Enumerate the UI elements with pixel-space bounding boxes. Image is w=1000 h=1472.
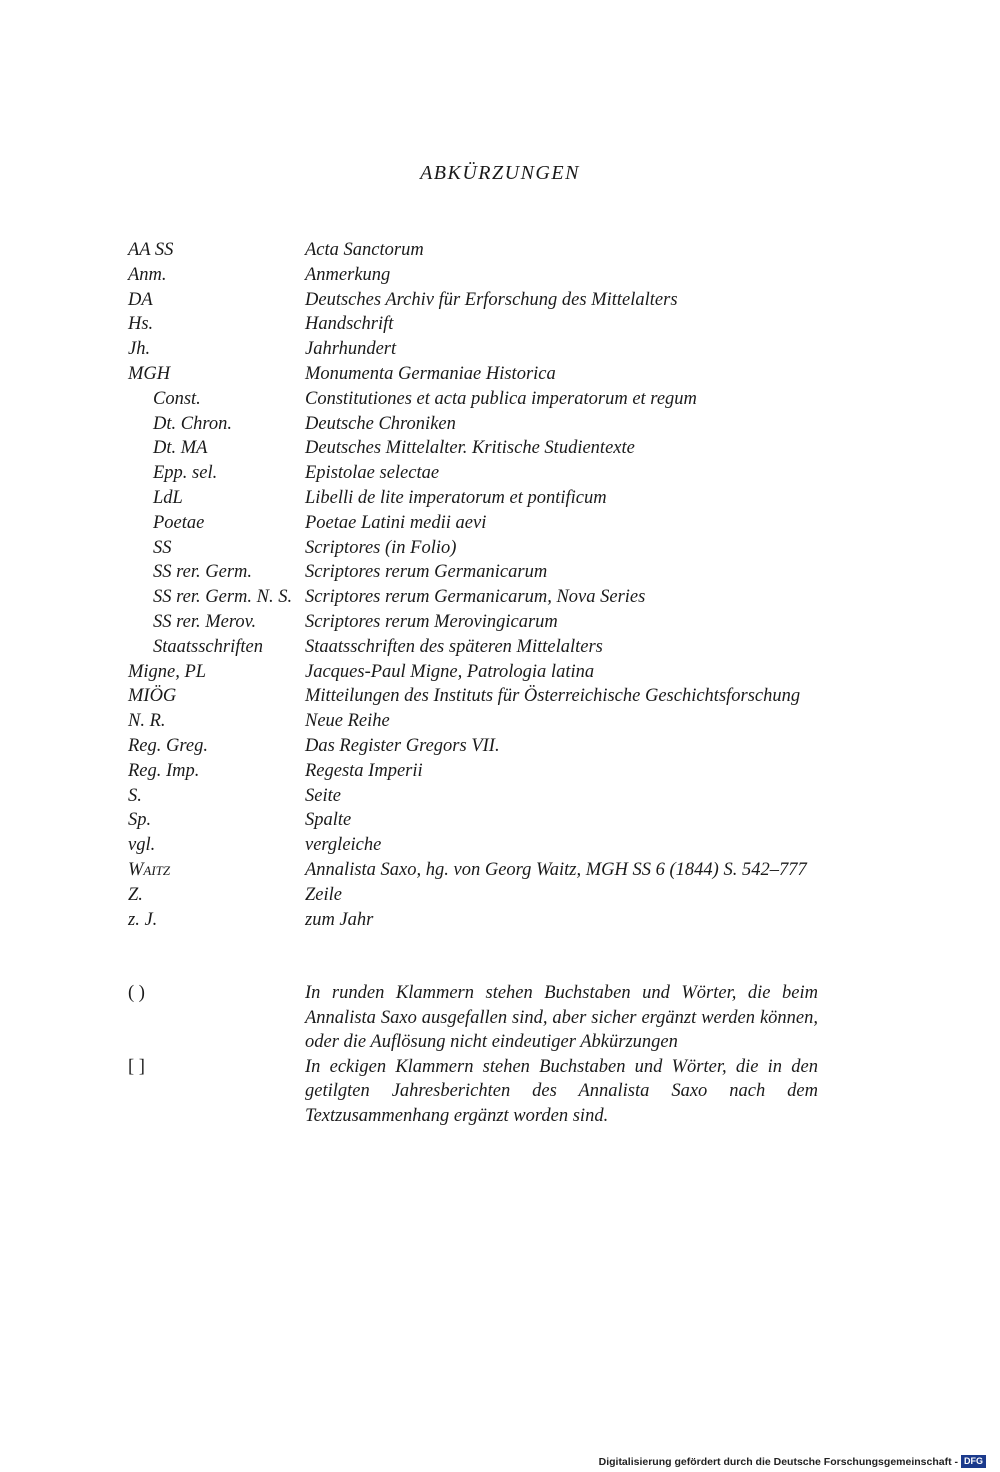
list-item <box>128 486 822 511</box>
abbreviation-meaning: Staatsschriften des späteren Mittelalters <box>305 636 603 657</box>
abbreviation: Reg. Imp. <box>128 760 200 781</box>
abbreviation: Waitz <box>128 859 171 880</box>
list-item <box>128 684 822 709</box>
abbreviation: Jh. <box>128 339 151 360</box>
abbreviation-meaning: Annalista Saxo, hg. von Georg Waitz, MGH SS 6 (1844) S. 542–777 <box>305 859 807 880</box>
abbreviation-meaning: vergleiche <box>305 835 382 856</box>
abbreviation: Dt. Chron. <box>153 413 232 434</box>
abbreviation-meaning: Regesta Imperii <box>305 760 423 781</box>
abbreviation-meaning: Seite <box>305 785 341 806</box>
list-item <box>128 610 822 635</box>
note-item <box>128 1055 818 1129</box>
abbreviation-meaning: Poetae Latini medii aevi <box>305 512 487 533</box>
abbreviation: Poetae <box>153 512 205 533</box>
list-item <box>128 734 822 759</box>
abbreviation-meaning: Scriptores rerum Germanicarum <box>305 562 548 583</box>
abbreviation-meaning: Mitteilungen des Instituts für Österreichische Geschichtsforschung <box>305 686 801 707</box>
abbreviation: Sp. <box>128 810 152 831</box>
abbreviation-meaning: Handschrift <box>305 314 394 335</box>
abbreviation-list <box>128 238 822 932</box>
abbreviation-meaning: Scriptores rerum Germanicarum, Nova Series <box>305 587 646 608</box>
list-item <box>128 312 822 337</box>
abbreviation-meaning: Zeile <box>305 884 342 905</box>
abbreviation: Migne, PL <box>128 661 207 682</box>
list-item <box>128 660 822 685</box>
list-item <box>128 337 822 362</box>
abbreviation: Const. <box>153 388 201 409</box>
abbreviation: Staatsschriften <box>153 636 263 657</box>
list-item <box>128 436 822 461</box>
page-title: ABKÜRZUNGEN <box>420 162 580 184</box>
list-item <box>128 461 822 486</box>
abbreviation: vgl. <box>128 835 156 856</box>
abbreviation: DA <box>128 289 153 310</box>
abbreviation-meaning: Monumenta Germaniae Historica <box>305 363 556 384</box>
abbreviation: Epp. sel. <box>153 463 218 484</box>
abbreviation: LdL <box>153 487 183 508</box>
abbreviation: Dt. MA <box>153 438 208 459</box>
note-text: In eckigen Klammern stehen Buchstaben und Wörter, die in den getilgten Jahresberichten des Annalista Saxo nach dem Textzusammenhang ergänzt worden sind. <box>305 1056 818 1126</box>
list-item <box>128 709 822 734</box>
digitization-footer <box>599 1455 986 1468</box>
abbreviation-meaning: Deutsches Mittelalter. Kritische Studientexte <box>305 438 635 459</box>
abbreviation-meaning: Neue Reihe <box>305 711 390 732</box>
abbreviation: Z. <box>128 884 143 905</box>
abbreviation: SS rer. Germ. N. S. <box>153 587 293 608</box>
abbreviation: SS <box>153 537 172 558</box>
abbreviation-meaning: Das Register Gregors VII. <box>305 735 500 756</box>
abbreviation-meaning: Libelli de lite imperatorum et pontificum <box>305 487 607 508</box>
abbreviation-meaning: Epistolae selectae <box>305 463 440 484</box>
abbreviation-meaning: Deutsche Chroniken <box>305 413 456 434</box>
bracket-symbol: [ ] <box>128 1056 145 1077</box>
abbreviation: Anm. <box>128 264 167 285</box>
list-item <box>128 784 822 809</box>
abbreviation: N. R. <box>128 711 166 732</box>
abbreviation-meaning: zum Jahr <box>305 909 374 930</box>
abbreviation-meaning: Jahrhundert <box>305 339 397 360</box>
list-item <box>128 362 822 387</box>
bracket-symbol: ( ) <box>128 983 145 1003</box>
abbreviation: AA SS <box>128 240 174 260</box>
list-item <box>128 808 822 833</box>
abbreviation: Reg. Greg. <box>128 735 208 756</box>
list-item <box>128 412 822 437</box>
note-item <box>128 981 818 1055</box>
abbreviation-meaning: Anmerkung <box>305 264 391 285</box>
list-item <box>128 536 822 561</box>
bracket-notes <box>128 981 818 1129</box>
footer-text: Digitalisierung gefördert durch die Deutsche Forschungsgemeinschaft - <box>598 1455 958 1468</box>
list-item <box>128 858 822 883</box>
list-item <box>128 511 822 536</box>
note-text: In runden Klammern stehen Buchstaben und Wörter, die beim Annalista Saxo ausgefallen sind, aber sicher ergänzt werden können, oder die Auflösung nicht eindeutiger Abkürzungen <box>305 983 818 1053</box>
abbreviation-meaning: Acta Sanctorum <box>305 240 424 260</box>
abbreviation: MGH <box>128 363 171 384</box>
abbreviation: S. <box>128 785 142 806</box>
list-item <box>128 288 822 313</box>
list-item <box>128 387 822 412</box>
list-item <box>128 560 822 585</box>
abbreviation-meaning: Deutsches Archiv für Erforschung des Mittelalters <box>305 289 678 310</box>
list-item <box>128 263 822 288</box>
list-item <box>128 585 822 610</box>
abbreviation: z. J. <box>128 909 158 930</box>
list-item <box>128 635 822 660</box>
abbreviation: SS rer. Merov. <box>153 611 257 632</box>
abbreviation-meaning: Spalte <box>305 810 352 831</box>
abbreviation-meaning: Jacques-Paul Migne, Patrologia latina <box>305 661 595 682</box>
list-item <box>128 238 822 263</box>
abbreviation-meaning: Constitutiones et acta publica imperatorum et regum <box>305 388 697 409</box>
abbreviation: MIÖG <box>128 686 177 707</box>
abbreviation: SS rer. Germ. <box>153 562 253 583</box>
abbreviation-meaning: Scriptores rerum Merovingicarum <box>305 611 558 632</box>
abbreviation: Hs. <box>128 314 154 335</box>
dfg-logo: DFG <box>961 1455 986 1468</box>
list-item <box>128 908 822 933</box>
list-item <box>128 759 822 784</box>
list-item <box>128 833 822 858</box>
abbreviation-meaning: Scriptores (in Folio) <box>305 537 457 558</box>
list-item <box>128 883 822 908</box>
